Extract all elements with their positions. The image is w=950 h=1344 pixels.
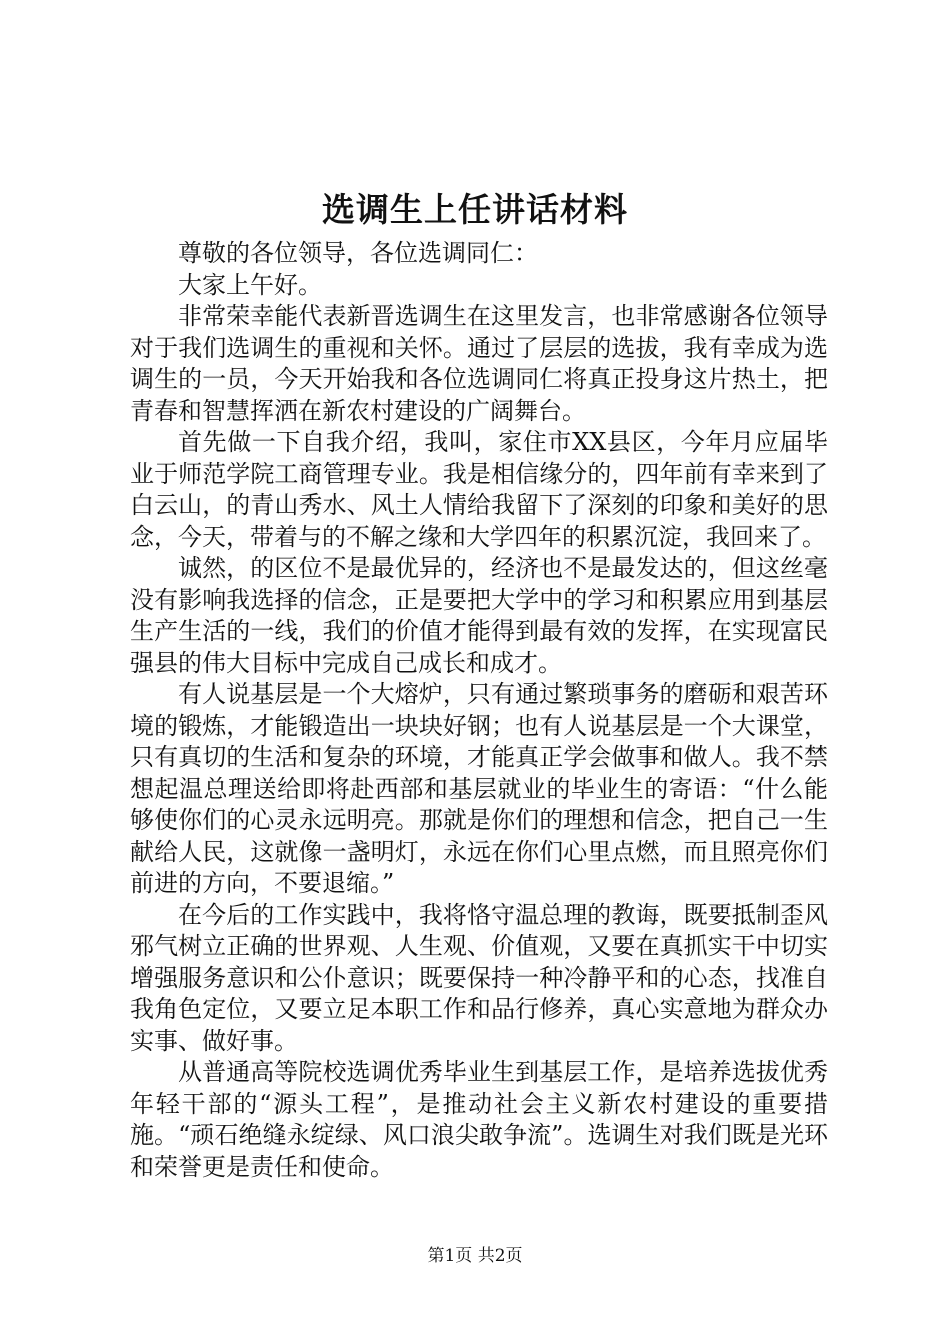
paragraph: 在今后的工作实践中，我将恪守温总理的教诲，既要抵制歪风邪气树立正确的世界观、人生观、价值观，又要在真抓实干中切实增强服务意识和公仆意识；既要保持一种冷静平和的心态，找准自我角色定位，又要立足本职工作和品行修养，真心实意地为群众办实事、做好事。 [130,900,828,1055]
paragraph: 非常荣幸能代表新晋选调生在这里发言，也非常感谢各位领导对于我们选调生的重视和关怀。通过了层层的选拔，我有幸成为选调生的一员，今天开始我和各位选调同仁将真正投身这片热土，把青春和智慧挥洒在新农村建设的广阔舞台。 [130,302,828,425]
document-title: 选调生上任讲话材料 [322,190,628,229]
paragraph: 首先做一下自我介绍，我叫，家住市XX县区，今年月应届毕业于师范学院工商管理专业。我是相信缘分的，四年前有幸来到了白云山，的青山秀水、风土人情给我留下了深刻的印象和美好的思念，今天，带着与的不解之缘和大学四年的积累沉淀，我回来了。 [130,428,828,551]
paragraph: 有人说基层是一个大熔炉，只有通过繁琐事务的磨砺和艰苦环境的锻炼，才能锻造出一块块好钢；也有人说基层是一个大课堂，只有真切的生活和复杂的环境，才能真正学会做事和做人。我不禁想起温总理送给即将赴西部和基层就业的毕业生的寄语：“什么能够使你们的心灵永远明亮。那就是你们的理想和信念，把自己一生献给人民，这就像一盏明灯，永远在你们心里点燃，而且照亮你们前进的方向，不要退缩。” [130,680,828,897]
paragraph-salutation: 尊敬的各位领导，各位选调同仁： [178,239,538,267]
paragraph: 诚然，的区位不是最优异的，经济也不是最发达的，但这丝毫没有影响我选择的信念，正是要把大学中的学习和积累应用到基层生产生活的一线，我们的价值才能得到最有效的发挥，在实现富民强县的伟大目标中完成自己成长和成才。 [130,554,828,677]
paragraph: 从普通高等院校选调优秀毕业生到基层工作，是培养选拔优秀年轻干部的“源头工程”，是推动社会主义新农村建设的重要措施。“顽石绝缝永绽绿、风口浪尖敢争流”。选调生对我们既是光环和荣誉更是责任和使命。 [130,1058,828,1181]
document-body [130,238,828,1183]
paragraph-greeting: 大家上午好。 [178,270,322,299]
page-number-footer: 第1页 共2页 [427,1246,523,1266]
